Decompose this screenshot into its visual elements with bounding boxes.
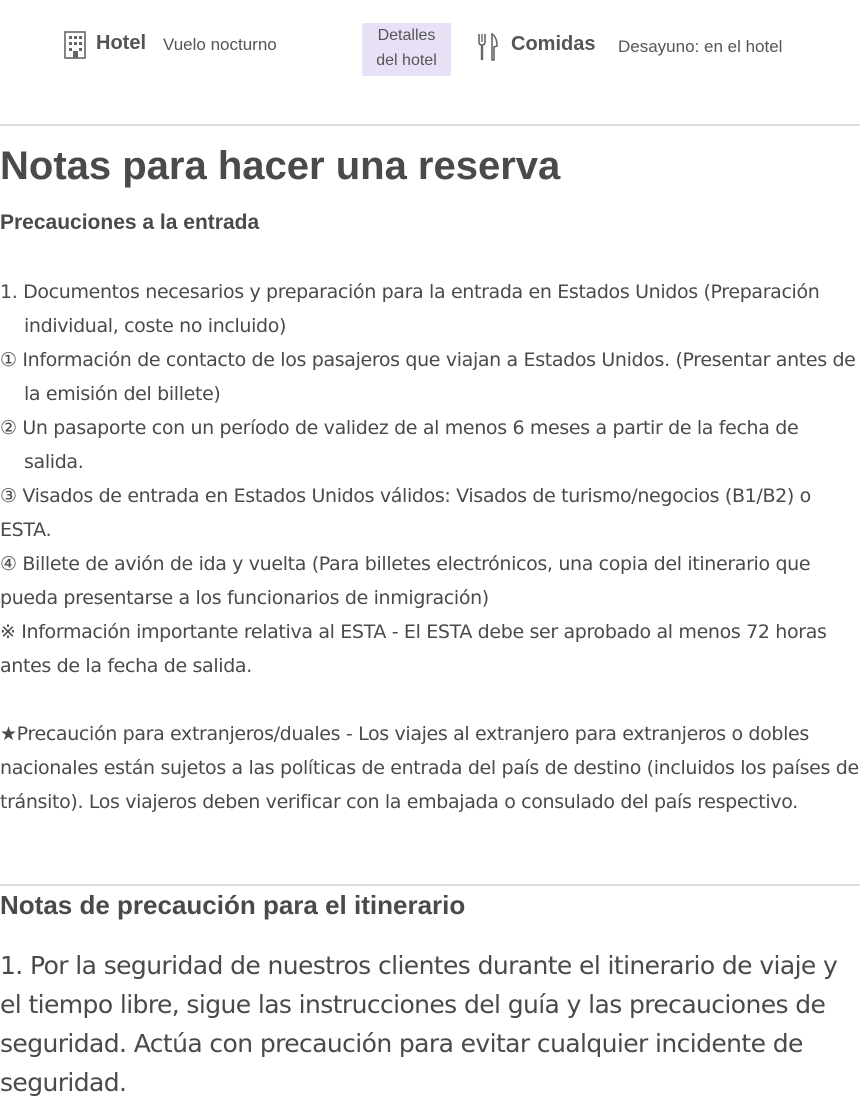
list-item: ② Un pasaporte con un período de validez de al menos 6 meses a partir de la fecha de salida. <box>0 417 799 473</box>
hotel-value: Vuelo nocturno <box>163 35 277 54</box>
list-item: ※ Información importante relativa al ESTA - El ESTA debe ser aprobado al menos 72 horas antes de la fecha de salida. <box>0 621 827 677</box>
list-item: ④ Billete de avión de ida y vuelta (Para billetes electrónicos, una copia del itinerario que pueda presentarse a los funcionarios de inmigración) <box>0 553 811 609</box>
list-item: ③ Visados de entrada en Estados Unidos válidos: Visados de turismo/negocios (B1/B2) o ESTA. <box>0 485 811 541</box>
list-item: 1. Documentos necesarios y preparación para la entrada en Estados Unidos (Preparación individual, coste no incluido) <box>0 281 820 337</box>
itinerary-note: 1. Por la seguridad de nuestros clientes durante el itinerario de viaje y el tiempo libre, sigue las instrucciones del guía y las precauciones de seguridad. Actúa con precaución para evitar cualquier incidente de seguridad. <box>0 951 838 1097</box>
itinerary-precautions-heading: Notas de precaución para el itinerario <box>0 890 466 920</box>
utensils-icon <box>476 33 500 61</box>
trip-summary-bar <box>0 0 860 126</box>
list-item: ① Información de contacto de los pasajeros que viajan a Estados Unidos. (Presentar antes de la emisión del billete) <box>0 349 856 405</box>
hotel-details-button[interactable]: Detalles del hotel <box>362 23 451 76</box>
meals-value: Desayuno: en el hotel <box>618 37 783 56</box>
entry-precautions-heading: Precauciones a la entrada <box>0 211 260 234</box>
hotel-label: Hotel <box>96 32 146 54</box>
list-item: ★Precaución para extranjeros/duales - Los viajes al extranjero para extranjeros o dobles nacionales están sujetos a las políticas de entrada del país de destino (incluidos los países de tránsito). Los viajeros deben verificar con la embajada o consulado del país respectivo. <box>0 723 859 813</box>
page-title: Notas para hacer una reserva <box>0 144 561 188</box>
list-spacer <box>0 683 860 717</box>
meals-label: Comidas <box>511 33 596 55</box>
building-icon <box>64 31 86 59</box>
entry-requirements-list <box>0 275 860 819</box>
section-divider <box>0 884 860 886</box>
